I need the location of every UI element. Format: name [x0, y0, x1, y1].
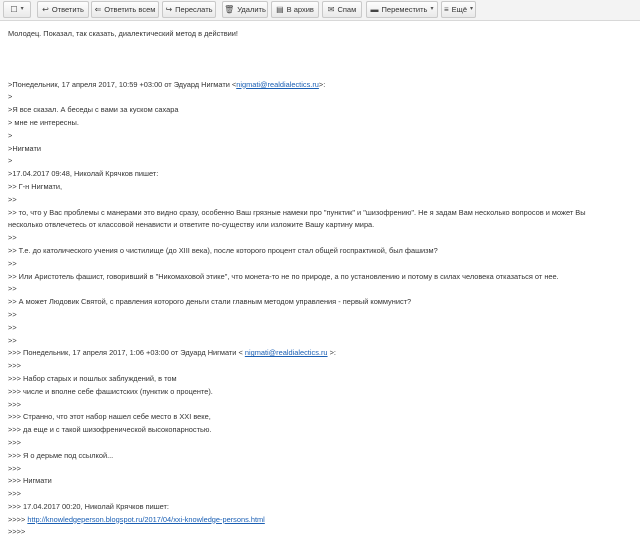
reply-label: Ответить: [51, 5, 84, 14]
sender-email-link[interactable]: nigmati@realdialectics.ru: [244, 348, 328, 358]
quote-line: >Я все сказал. А беседы с вами за куском сахара: [8, 105, 179, 115]
forward-button[interactable]: [162, 1, 216, 18]
quote-line: >>: [8, 194, 17, 204]
sender-email-link[interactable]: nigmati@realdialectics.ru: [236, 79, 319, 89]
quote-line: > мне не интересны.: [8, 117, 79, 127]
spam-button[interactable]: [322, 1, 362, 18]
body-first-line: Молодец. Показал, так сказать, диалектический метод в действии!: [8, 29, 238, 38]
trash-icon: 🗑: [224, 4, 235, 14]
blank-line: [8, 66, 632, 79]
quote-line: >>: [8, 258, 17, 268]
quote-header-2-suffix: >:: [327, 348, 336, 358]
quote-link-line: [8, 514, 632, 527]
checkbox-icon: ☐: [10, 4, 18, 14]
quote-link-prefix: >>>>: [8, 514, 28, 524]
delete-label: Удалить: [237, 5, 266, 14]
forward-label: Переслать: [175, 5, 213, 14]
quote-line: >: [8, 130, 13, 140]
quote-line: >>>: [8, 489, 21, 499]
archive-label: В архив: [286, 5, 314, 14]
quote-line: >>: [8, 335, 17, 345]
chevron-down-icon: ▾: [470, 6, 474, 12]
delete-button[interactable]: [222, 1, 268, 18]
reply-icon: ↩: [42, 4, 49, 14]
quote-line: >> А может Людовик Святой, с правления которого деньги стали главным методом управления - первый коммунист?: [8, 297, 412, 307]
quote-header-1-suffix: >:: [318, 79, 326, 89]
quote-line: >> Т.е. до католического учения о чистилище (до XIII века), после которого процент стал общей госпрактикой, был фашизм?: [8, 245, 438, 255]
quote-line: >: [8, 156, 13, 166]
chevron-down-icon: ▾: [430, 6, 434, 12]
quote-line: >>> да еще и с такой шизофренической высокопарностью.: [8, 425, 212, 435]
spam-icon: ✉: [327, 4, 335, 14]
quote-line: >>>: [8, 361, 21, 371]
quote-line: >: [8, 92, 13, 102]
move-label: Переместить: [381, 5, 428, 14]
quote-line: >>: [8, 233, 17, 243]
move-dropdown-button[interactable]: [366, 1, 438, 18]
quote-line: >>> числе и вполне себе фашистских (пунктик о проценте).: [8, 386, 213, 396]
quote-line: >>> Я о дерьме под ссылкой...: [8, 450, 114, 460]
quote-line: >> то, что у Вас проблемы с манерами это видно сразу, особенно Ваш грязные намеки про "пунктик" и "шизофрению". Не я задам Вам несколько вопросов и может Вы: [8, 207, 586, 217]
quote-header-2-prefix: >>> Понедельник, 17 апреля 2017, 1:06 +03:00 от Эдуард Нигмати <: [8, 348, 245, 358]
archive-button[interactable]: [271, 1, 319, 18]
forward-icon: ↪: [165, 4, 173, 14]
quote-line: >>>: [8, 437, 21, 447]
quote-line: >> Г-н Нигмати,: [8, 181, 63, 191]
quote-line: >>>>: [8, 527, 26, 537]
reply-all-button[interactable]: [91, 1, 159, 18]
quote-line: >> Или Аристотель фашист, говоривший в "Никомаховой этике", что монета-то не по природе, а по установлению и потому в силах человека отказаться от нее.: [8, 271, 559, 281]
reply-all-icon: ⇐: [94, 4, 102, 14]
quote-line: >>: [8, 284, 17, 294]
quote-line: >>> 17.04.2017 00:20, Николай Крячков пишет:: [8, 501, 169, 511]
folder-icon: ▬: [370, 4, 379, 14]
quote-line: >>: [8, 309, 17, 319]
more-label: Ещё: [451, 5, 467, 14]
more-dropdown-button[interactable]: [441, 1, 476, 18]
chevron-down-icon: ▾: [20, 6, 24, 12]
email-body: [8, 28, 632, 539]
quote-line: >>> Набор старых и пошлых заблуждений, в том: [8, 373, 177, 383]
quote-line: несколько отвлечетесь от классовой ненависти и ответите по-существу или изложите Вашу картину мира.: [8, 220, 375, 230]
menu-icon: ≡: [443, 4, 449, 14]
quote-line: >>>: [8, 399, 21, 409]
quote-line: >>> Странно, что этот набор нашел себе место в XXI веке,: [8, 412, 211, 422]
quote-line: >>: [8, 322, 17, 332]
select-checkbox-dropdown[interactable]: [3, 1, 31, 18]
quote-line: >Нигмати: [8, 143, 42, 153]
quote-header-1: [8, 79, 632, 92]
quote-line: >>>: [8, 463, 21, 473]
blog-link[interactable]: http://knowledgeperson.blogspot.ru/2017/04/xxi-knowledge-persons.html: [27, 514, 265, 524]
quote-line: >>> Нигмати: [8, 476, 52, 486]
archive-icon: ▤: [276, 4, 284, 14]
quote-line: >17.04.2017 09:48, Николай Крячков пишет:: [8, 169, 159, 179]
quote-header-2: [8, 347, 632, 360]
message-toolbar: [0, 0, 640, 21]
quote-header-1-prefix: >Понедельник, 17 апреля 2017, 10:59 +03:00 от Эдуард Нигмати <: [8, 79, 237, 89]
spam-label: Спам: [337, 5, 357, 14]
reply-all-label: Ответить всем: [104, 5, 156, 14]
reply-button[interactable]: [37, 1, 89, 18]
